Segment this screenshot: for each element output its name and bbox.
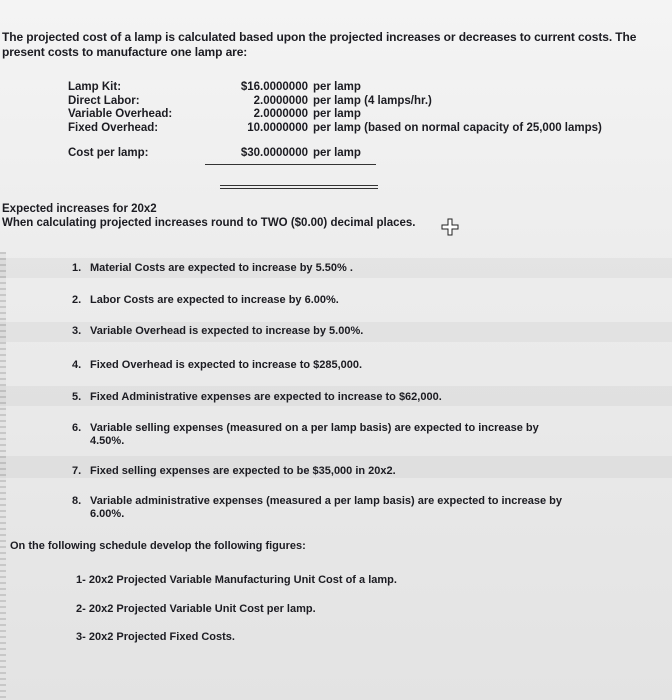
list-item xyxy=(72,325,363,337)
schedule-item-number: 1- xyxy=(76,574,86,586)
cost-amount: 2.0000000 xyxy=(253,94,308,107)
cost-unit: per lamp xyxy=(313,81,361,93)
item-text: Variable administrative expenses (measured a per lamp basis) are expected to increase by 6.00%. xyxy=(90,495,563,520)
cost-amount: $16.0000000 xyxy=(240,81,308,93)
cost-amount: 2.0000000 xyxy=(253,108,308,120)
item-text: Fixed Administrative expenses are expected to increase to $62,000. xyxy=(90,391,442,403)
item-number: 8. xyxy=(72,495,82,507)
list-item xyxy=(72,262,353,274)
list-item xyxy=(72,294,339,306)
schedule-item xyxy=(76,603,316,615)
cost-unit: per lamp (based on normal capacity of 25,000 lamps) xyxy=(313,121,602,134)
cost-label: Fixed Overhead: xyxy=(68,121,159,134)
cost-label: Lamp Kit: xyxy=(68,81,122,93)
expected-note: When calculating projected increases round to TWO ($0.00) decimal places. xyxy=(2,217,416,229)
list-item xyxy=(72,465,396,477)
item-number: 7. xyxy=(72,465,82,477)
item-number: 3. xyxy=(72,325,82,337)
item-text: Fixed Overhead is expected to increase to $285,000. xyxy=(90,359,363,371)
cost-label: Variable Overhead: xyxy=(68,108,173,120)
move-cursor-icon xyxy=(441,218,459,236)
item-text: Variable Overhead is expected to increase by 5.00%. xyxy=(90,325,364,337)
total-amount: $30.0000000 xyxy=(240,147,308,159)
total-label: Cost per lamp: xyxy=(68,147,149,159)
item-number: 6. xyxy=(72,422,82,434)
unit-column xyxy=(313,81,602,161)
cost-unit: per lamp xyxy=(313,108,361,120)
list-item xyxy=(72,391,442,403)
list-item xyxy=(72,359,362,371)
list-item xyxy=(72,495,572,521)
expected-section xyxy=(2,202,415,230)
item-number: 4. xyxy=(72,359,82,371)
schedule-item xyxy=(76,631,235,643)
total-unit: per lamp xyxy=(313,147,361,159)
schedule-item xyxy=(76,574,397,586)
schedule-item-text: 20x2 Projected Variable Unit Cost per lamp. xyxy=(88,603,316,615)
schedule-item-text: 20x2 Projected Fixed Costs. xyxy=(88,631,235,643)
schedule-item-number: 2- xyxy=(76,603,86,615)
item-text: Labor Costs are expected to increase by 6.00%. xyxy=(90,294,339,306)
cost-amount: 10.0000000 xyxy=(247,121,308,134)
item-number: 5. xyxy=(72,391,82,403)
item-text: Fixed selling expenses are expected to be $35,000 in 20x2. xyxy=(90,465,396,477)
schedule-item-number: 3- xyxy=(76,631,86,643)
total-double-rule xyxy=(220,185,378,186)
schedule-title: On the following schedule develop the following figures: xyxy=(10,540,306,552)
total-top-rule xyxy=(205,164,376,165)
item-text: Material Costs are expected to increase by 5.50% . xyxy=(90,262,353,274)
cost-label: Direct Labor: xyxy=(68,94,140,107)
list-item xyxy=(72,422,572,448)
cost-unit: per lamp (4 lamps/hr.) xyxy=(313,94,432,107)
item-text: Variable selling expenses (measured on a per lamp basis) are expected to increase by 4.50%. xyxy=(90,422,539,447)
expected-title: Expected increases for 20x2 xyxy=(2,203,157,215)
total-double-rule xyxy=(220,188,378,189)
item-number: 1. xyxy=(72,262,82,274)
intro-paragraph: The projected cost of a lamp is calculated based upon the projected increases or decreases to current costs. The present costs to manufacture one lamp are: xyxy=(2,30,637,59)
schedule-item-text: 20x2 Projected Variable Manufacturing Unit Cost of a lamp. xyxy=(88,574,397,586)
item-number: 2. xyxy=(72,294,82,306)
